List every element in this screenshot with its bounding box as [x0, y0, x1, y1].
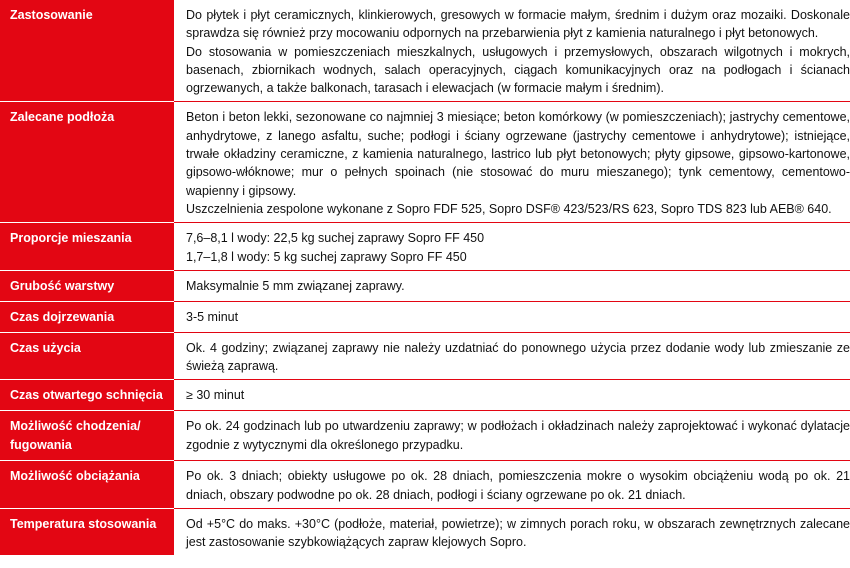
table-row: [0, 332, 850, 380]
value-text: Ok. 4 godziny; związanej zaprawy nie należy uzdatniać do ponownego użycia przez dodanie wody lub zmieszanie ze świeżą zaprawą.: [186, 340, 850, 374]
row-value: [174, 102, 850, 223]
value-text: ≥ 30 minut: [186, 388, 245, 403]
row-value: [174, 411, 850, 461]
row-label: Zalecane podłoża: [0, 102, 174, 223]
value-text: Po ok. 3 dniach; obiekty usługowe po ok. 28 dniach, pomieszczenia mokre o wysokim obciążeniu wodą po ok. 21 dniach, obszary podwodne po ok. 28 dniach, podłogi i ściany ogrzewane po ok. 21 dniach.: [186, 469, 850, 502]
row-label: Czas otwartego schnięcia: [0, 380, 174, 411]
row-value: [174, 301, 850, 332]
table-row: [0, 301, 850, 332]
table-row: [0, 411, 850, 461]
value-text: Maksymalnie 5 mm związanej zaprawy.: [186, 278, 405, 293]
row-value: [174, 0, 850, 102]
table-row: [0, 270, 850, 301]
table-row: [0, 223, 850, 271]
row-label: Możliwość chodzenia/ fugowania: [0, 411, 174, 461]
value-text: 3-5 minut: [186, 309, 239, 324]
table-row: [0, 102, 850, 223]
table-row: [0, 0, 850, 102]
value-text: Po ok. 24 godzinach lub po utwardzeniu zaprawy; w podłożach i okładzinach należy zaprojektować i wykonać dylatacje zgodnie z wytycznymi dla określonego przypadku.: [186, 419, 850, 452]
row-label: Grubość warstwy: [0, 270, 174, 301]
value-text: Uszczelnienia zespolone wykonane z Sopro FDF 525, Sopro DSF® 423/523/RS 623, Sopro TDS 823 lub AEB® 640.: [186, 201, 832, 216]
row-label: Czas dojrzewania: [0, 301, 174, 332]
row-value: [174, 270, 850, 301]
row-value: [174, 380, 850, 411]
row-value: [174, 332, 850, 380]
row-value: [174, 223, 850, 271]
value-text: Od +5°C do maks. +30°C (podłoże, materiał, powietrze); w zimnych porach roku, w obszarach zewnętrznych zalecane jest zastosowanie szybkowiążących zapraw klejowych Sopro.: [186, 517, 850, 550]
table-row: [0, 509, 850, 556]
row-value: [174, 461, 850, 509]
table-row: [0, 461, 850, 509]
row-label: Czas użycia: [0, 332, 174, 380]
row-value: [174, 509, 850, 556]
row-label: Możliwość obciążania: [0, 461, 174, 509]
value-text: 1,7–1,8 l wody: 5 kg suchej zaprawy Sopro FF 450: [186, 249, 467, 264]
value-text: Do stosowania w pomieszczeniach mieszkalnych, usługowych i przemysłowych, obszarach wilgotnych i mokrych, basenach, zbiornikach wodnych, salach operacyjnych, ciągach komunikacyjnych oraz na podłogach i ścianach ogrzewanych, a także balkonach, tarasach i elewacjach (w formacie małym i średnim).: [186, 44, 850, 96]
value-text: 7,6–8,1 l wody: 22,5 kg suchej zaprawy Sopro FF 450: [186, 231, 485, 246]
row-label: Zastosowanie: [0, 0, 174, 102]
row-label: Proporcje mieszania: [0, 223, 174, 271]
value-text: Beton i beton lekki, sezonowane co najmniej 3 miesiące; beton komórkowy (w pomieszczeniach); jastrychy cementowe, anhydrytowe, z lanego asfaltu, suche; podłogi i ściany ogrzewane (jastrychy cementowe i anhydrytowe); istniejące, trwałe okładziny ceramiczne, z kamienia naturalnego, lastrico lub płyt betonowych; płyty gipsowe, gipsowo-kartonowe, gipsowo-włóknowe; mur o pełnych spoinach (nie stosować do muru mieszanego); tynk cementowy, cementowo-wapienny i gipsowy.: [186, 110, 850, 198]
row-label: Temperatura stosowania: [0, 509, 174, 556]
table-row: [0, 380, 850, 411]
value-text: Do płytek i płyt ceramicznych, klinkierowych, gresowych w formacie małym, średnim i dużym oraz mozaiki. Doskonale sprawdza się również przy mocowaniu odpornych na przebarwienia płyt z kamienia naturalnego i płyt betonowych.: [186, 8, 850, 41]
